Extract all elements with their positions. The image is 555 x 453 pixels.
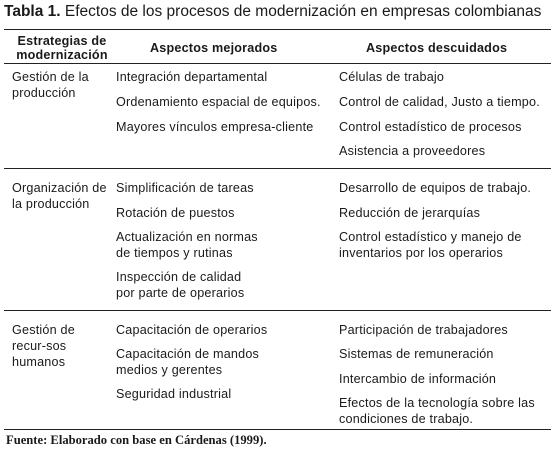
table-title [4, 3, 541, 21]
top-rule [4, 29, 551, 30]
row-rule [4, 310, 551, 311]
improved-item: Capacitación de mandos medios y gerentes [116, 347, 260, 377]
neglected-item: Sistemas de remuneración [339, 347, 494, 361]
improved-item: Rotación de puestos [116, 206, 235, 220]
header-rule [4, 63, 551, 64]
improved-item: Mayores vínculos empresa-cliente [116, 120, 314, 134]
neglected-item: Células de trabajo [339, 70, 445, 84]
header-improved: Aspectos mejorados [150, 41, 278, 55]
strategy-cell: Gestión de la producción [12, 70, 89, 100]
table-title-text: Efectos de los procesos de modernización en empresas colombianas [64, 3, 542, 20]
improved-item: Inspección de calidad por parte de operarios [116, 270, 245, 300]
neglected-item: Reducción de jerarquías [339, 206, 481, 220]
source-note: Fuente: Elaborado con base en Cárdenas (1999). [6, 433, 267, 447]
row-rule [4, 168, 551, 169]
neglected-item: Control de calidad, Justo a tiempo. [339, 95, 540, 109]
neglected-item: Asistencia a proveedores [339, 144, 486, 158]
strategy-cell: Organización de la producción [12, 181, 107, 211]
header-neglected: Aspectos descuidados [366, 41, 508, 55]
improved-item: Seguridad industrial [116, 387, 232, 401]
strategy-cell: Gestión de recur-sos humanos [12, 323, 75, 369]
improved-item: Capacitación de operarios [116, 323, 268, 337]
bottom-rule [4, 429, 551, 430]
neglected-item: Participación de trabajadores [339, 323, 508, 337]
improved-item: Integración departamental [116, 70, 268, 84]
neglected-item: Control estadístico de procesos [339, 120, 522, 134]
improved-item: Simplificación de tareas [116, 181, 254, 195]
neglected-item: Efectos de la tecnología sobre las condiciones de trabajo. [339, 396, 535, 426]
neglected-item: Control estadístico y manejo de inventarios por los operarios [339, 230, 522, 260]
neglected-item: Desarrollo de equipos de trabajo. [339, 181, 532, 195]
improved-item: Ordenamiento espacial de equipos. [116, 95, 321, 109]
improved-item: Actualización en normas de tiempos y rutinas [116, 230, 258, 260]
header-strategies: Estrategias de modernización [16, 34, 108, 62]
table-title-prefix: Tabla 1. [4, 3, 61, 20]
neglected-item: Intercambio de información [339, 372, 497, 386]
